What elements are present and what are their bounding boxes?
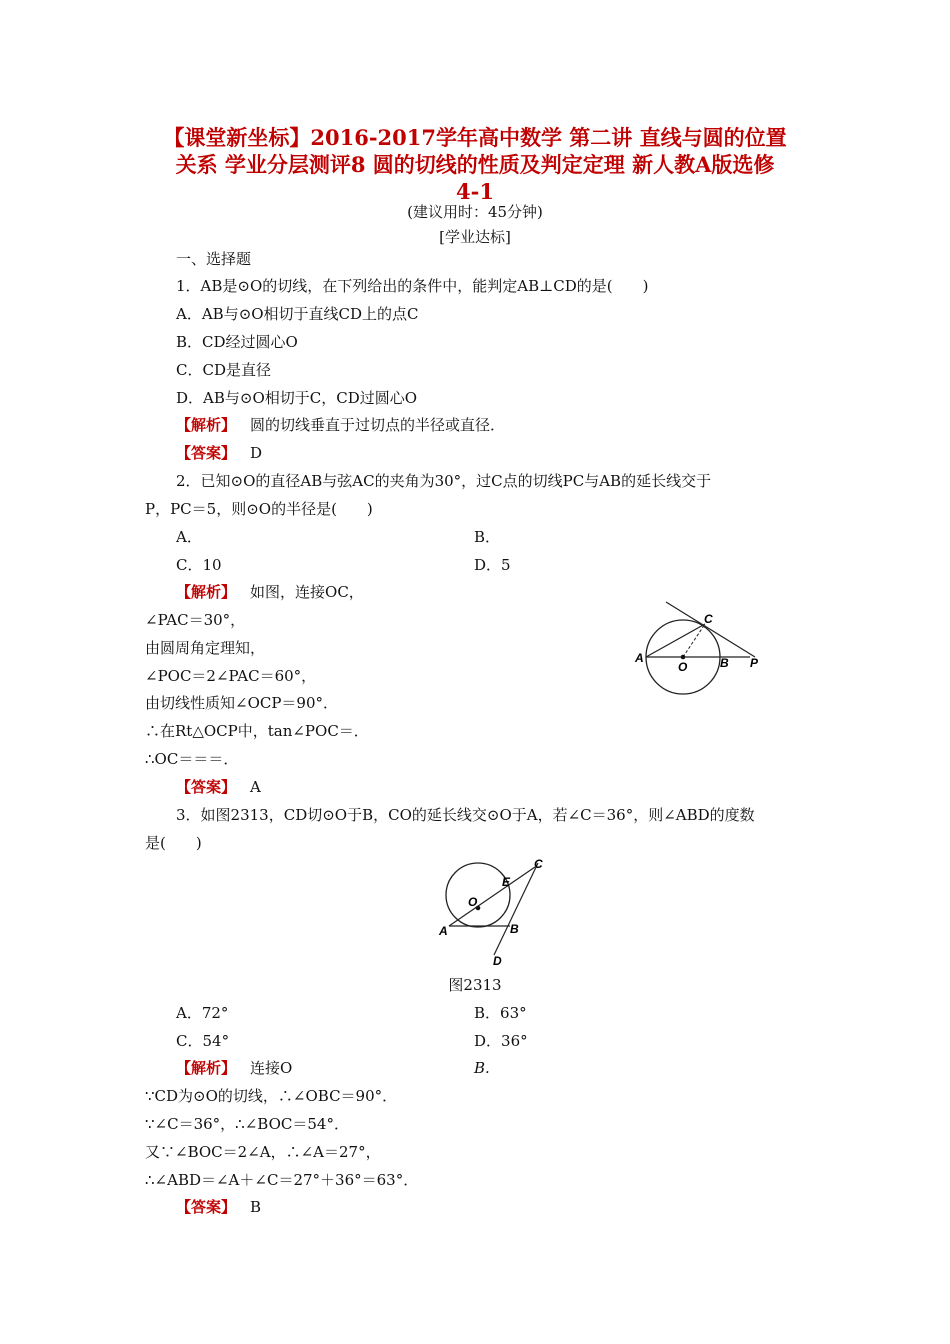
label-b: B [720,656,729,670]
q3-step-2: 又∵∠BOC＝2∠A，∴∠A＝27°， [145,1143,381,1161]
q1-option-b: B．CD经过圆心O [176,333,298,351]
q3-step-1: ∵∠C＝36°，∴∠BOC＝54°． [145,1115,349,1133]
q2-stem-line-1: 2．已知⊙O的直径AB与弦AC的夹角为30°，过C点的切线PC与AB的延长线交于 [176,472,712,490]
q2-step-5: ∴在Rt△OCP中，tan∠POC＝． [145,722,369,740]
q2-step-6: ∴OC＝＝＝． [145,750,239,768]
label-a: A [439,924,448,938]
q1-answer [176,443,262,463]
q3-answer-value: B [250,1198,262,1216]
tangent-pc [666,602,755,657]
q3-stem-line-1: 3．如图2313，CD切⊙O于B，CO的延长线交⊙O于A，若∠C＝36°，则∠ABD的度数 [176,806,755,824]
chord-ac [646,624,705,657]
title-line-3: 4-1 [456,179,494,204]
q3-analysis-first-tail: B. [474,1059,490,1077]
label-d: D [493,954,502,968]
analysis-tag: 【解析】 [176,583,237,601]
q3-analysis-first: 连接O [250,1059,293,1077]
document-title [130,124,820,205]
q1-analysis-text: 圆的切线垂直于过切点的半径或直径． [250,416,506,434]
title-line-2: 关系 学业分层测评8 圆的切线的性质及判定定理 新人教A版选修 [175,152,775,177]
label-b: B [510,922,519,936]
q3-figure [430,855,560,970]
answer-tag: 【答案】 [176,444,237,462]
q2-step-1: ∠PAC＝30°， [145,611,246,629]
circle-o [446,863,510,927]
analysis-tag: 【解析】 [176,416,237,434]
level-label: [学业达标] [439,228,511,246]
answer-tag: 【答案】 [176,778,237,796]
q3-option-b: B．63° [474,1004,527,1022]
q1-analysis [176,415,505,435]
q2-answer-value: A [250,778,261,796]
q2-step-2: 由圆周角定理知， [145,639,266,657]
label-c: C [534,857,543,871]
q2-step-4: 由切线性质知∠OCP＝90°． [145,694,339,712]
label-p: P [750,656,759,670]
time-note: (建议用时：45分钟) [407,203,543,221]
q2-analysis [176,582,364,602]
q1-option-a: A．AB与⊙O相切于直线CD上的点C [176,305,419,323]
center-dot [681,655,686,660]
q2-step-3: ∠POC＝2∠PAC＝60°， [145,667,317,685]
title-line-1: 【课堂新坐标】2016-2017学年高中数学 第二讲 直线与圆的位置 [163,125,787,150]
q3-option-d: D．36° [474,1032,528,1050]
section-label: 一、选择题 [176,250,252,268]
q3-option-a: A．72° [176,1004,229,1022]
label-a: A [635,651,644,665]
q2-option-b: B． [474,528,501,546]
q3-step-3: ∴∠ABD＝∠A＋∠C＝27°＋36°＝63°． [145,1171,419,1189]
tangent-cd [494,863,538,955]
q3-answer [176,1197,261,1217]
label-c: C [704,612,713,626]
q3-figure-caption: 图2313 [448,976,502,994]
analysis-tag: 【解析】 [176,1059,237,1077]
q1-answer-value: D [250,444,263,462]
q1-stem: 1．AB是⊙O的切线，在下列给出的条件中，能判定AB⊥CD的是( ) [176,277,649,295]
q3-step-0: ∵CD为⊙O的切线，∴∠OBC＝90°． [145,1087,398,1105]
q3-option-c: C．54° [176,1032,230,1050]
label-e: E [502,875,511,889]
q2-step-0: 如图，连接OC， [250,583,364,601]
q2-option-a: A． [176,528,202,546]
q1-option-d: D．AB与⊙O相切于C，CD过圆心O [176,389,418,407]
q1-option-c: C．CD是直径 [176,361,271,379]
q2-stem-line-2: P，PC＝5，则⊙O的半径是( ) [145,500,373,518]
q3-analysis [176,1058,292,1078]
answer-tag: 【答案】 [176,1198,237,1216]
q2-answer [176,777,261,797]
radius-oc [683,624,705,657]
q3-stem-line-2: 是( ) [145,834,202,852]
label-o: O [678,660,688,674]
q2-figure [630,600,770,700]
q2-option-c: C．10 [176,556,222,574]
label-o: O [468,895,478,909]
q2-option-d: D．5 [474,556,511,574]
